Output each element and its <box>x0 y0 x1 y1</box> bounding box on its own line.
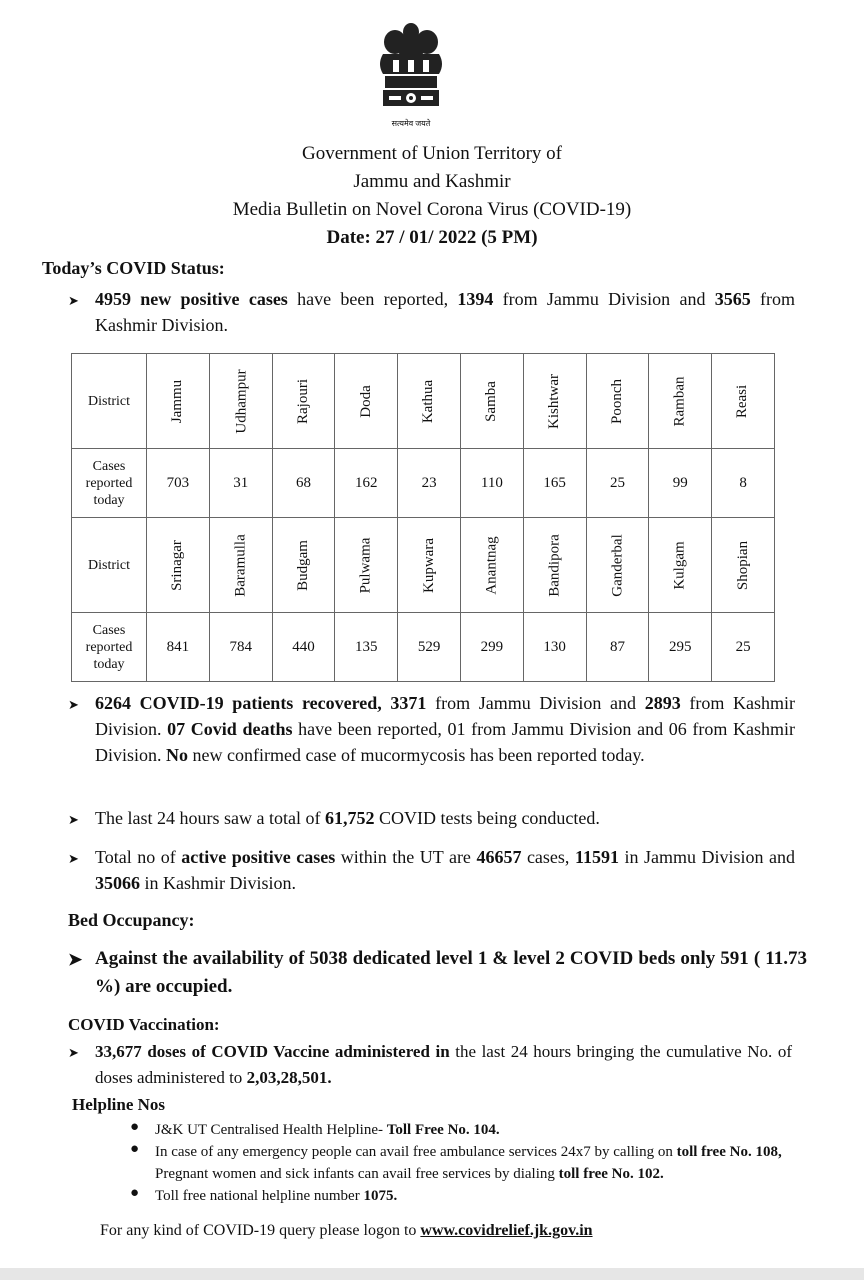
district-cases-table <box>71 353 775 682</box>
bed-occupancy-paragraph: Against the availability of 5038 dedicated level 1 & level 2 COVID beds only 591 ( 11.73 %) are occupied. <box>95 948 807 997</box>
vaccination-heading: COVID Vaccination: <box>68 1015 220 1034</box>
emblem-motto: सत्यमेव जयते <box>391 119 431 128</box>
national-emblem-icon <box>373 20 449 132</box>
bulletin-date: Date: 27 / 01/ 2022 (5 PM) <box>326 227 538 248</box>
district-name: Pulwama <box>357 537 374 593</box>
case-count: 841 <box>147 613 210 682</box>
district-name: Srinagar <box>169 539 186 591</box>
table-row <box>72 613 775 682</box>
case-count: 135 <box>335 613 398 682</box>
district-name: Kulgam <box>671 540 688 590</box>
district-name: Reasi <box>734 384 751 418</box>
case-count: 165 <box>523 449 586 518</box>
case-count: 25 <box>586 449 649 518</box>
footer-note: For any kind of COVID-19 query please logon to www.covidrelief.jk.gov.in <box>100 1222 593 1239</box>
district-name: Poonch <box>608 378 625 424</box>
case-count: 23 <box>398 449 461 518</box>
arrowhead-icon: ➤ <box>68 1045 79 1060</box>
bullet-dot-icon: ● <box>130 1141 140 1157</box>
helpline-item: Toll free national helpline number 1075. <box>155 1188 398 1204</box>
case-count: 162 <box>335 449 398 518</box>
header-line-2: Jammu and Kashmir <box>353 171 511 192</box>
district-name: Budgam <box>294 539 311 591</box>
header-line-1: Government of Union Territory of <box>301 143 563 164</box>
district-name: Kishtwar <box>546 373 563 429</box>
header-line-3: Media Bulletin on Novel Corona Virus (COVID-19) <box>232 199 632 220</box>
helpline-item: In case of any emergency people can avail free ambulance services 24x7 by calling on toll free No. 108, Pregnant women and sick infants can avail free services by dialing toll free No. 102. <box>155 1144 782 1182</box>
arrowhead-icon: ➤ <box>68 697 79 712</box>
vaccination-paragraph: 33,677 doses of COVID Vaccine administered in the last 24 hours bringing the cumulative No. of doses administered to 2,03,28,501. <box>95 1042 792 1087</box>
case-count: 25 <box>712 613 775 682</box>
district-name: Shopian <box>734 540 751 590</box>
district-name: Ganderbal <box>609 533 626 597</box>
case-count: 440 <box>272 613 335 682</box>
case-count: 295 <box>649 613 712 682</box>
arrowhead-icon: ➤ <box>68 851 79 866</box>
helpline-heading: Helpline Nos <box>72 1095 166 1114</box>
arrowhead-icon: ➤ <box>68 293 79 308</box>
district-name: Doda <box>357 384 374 418</box>
district-name: Bandipora <box>546 533 563 597</box>
district-name: Kupwara <box>420 537 437 593</box>
recovered-paragraph: 6264 COVID-19 patients recovered, 3371 from Jammu Division and 2893 from Kashmir Division. 07 Covid deaths have been reported, 01 from Jammu Division and 06 from Kashmir Division. No new confirmed case of mucormycosis has been reported today. <box>95 693 795 765</box>
case-count: 784 <box>209 613 272 682</box>
cases-label: Cases reported today <box>72 613 147 682</box>
district-name: Anantnag <box>483 535 500 595</box>
district-name: Udhampur <box>233 368 250 434</box>
new-cases-paragraph: 4959 new positive cases have been reported, 1394 from Jammu Division and 3565 from Kashmir Division. <box>95 289 795 335</box>
case-count: 110 <box>460 449 523 518</box>
bullet-dot-icon: ● <box>130 1119 140 1135</box>
district-name: Samba <box>483 380 500 422</box>
district-label: District <box>72 354 147 449</box>
case-count: 529 <box>398 613 461 682</box>
table-row <box>72 354 775 449</box>
helpline-item: J&K UT Centralised Health Helpline- Toll Free No. 104. <box>155 1122 500 1138</box>
case-count: 31 <box>209 449 272 518</box>
case-count: 8 <box>712 449 775 518</box>
covid-relief-link[interactable]: www.covidrelief.jk.gov.in <box>420 1222 593 1239</box>
case-count: 130 <box>523 613 586 682</box>
case-count: 87 <box>586 613 649 682</box>
case-count: 703 <box>147 449 210 518</box>
case-count: 99 <box>649 449 712 518</box>
tests-paragraph: The last 24 hours saw a total of 61,752 COVID tests being conducted. <box>95 808 600 828</box>
arrowhead-icon: ➤ <box>68 812 79 827</box>
cases-label: Cases reported today <box>72 449 147 518</box>
district-name: Jammu <box>169 379 186 423</box>
case-count: 299 <box>460 613 523 682</box>
table-row <box>72 449 775 518</box>
active-cases-paragraph: Total no of active positive cases within the UT are 46657 cases, 11591 in Jammu Division and 35066 in Kashmir Division. <box>95 847 795 893</box>
district-label: District <box>72 518 147 613</box>
bullet-dot-icon: ● <box>130 1185 140 1201</box>
status-heading: Today’s COVID Status: <box>42 258 225 278</box>
district-name: Baramulla <box>232 533 249 597</box>
table-row <box>72 518 775 613</box>
district-name: Rajouri <box>294 378 311 424</box>
district-name: Ramban <box>671 376 688 426</box>
case-count: 68 <box>272 449 335 518</box>
district-name: Kathua <box>420 379 437 423</box>
bottom-border <box>0 1268 864 1280</box>
arrowhead-icon: ➤ <box>68 950 83 969</box>
bed-occupancy-heading: Bed Occupancy: <box>68 910 195 930</box>
